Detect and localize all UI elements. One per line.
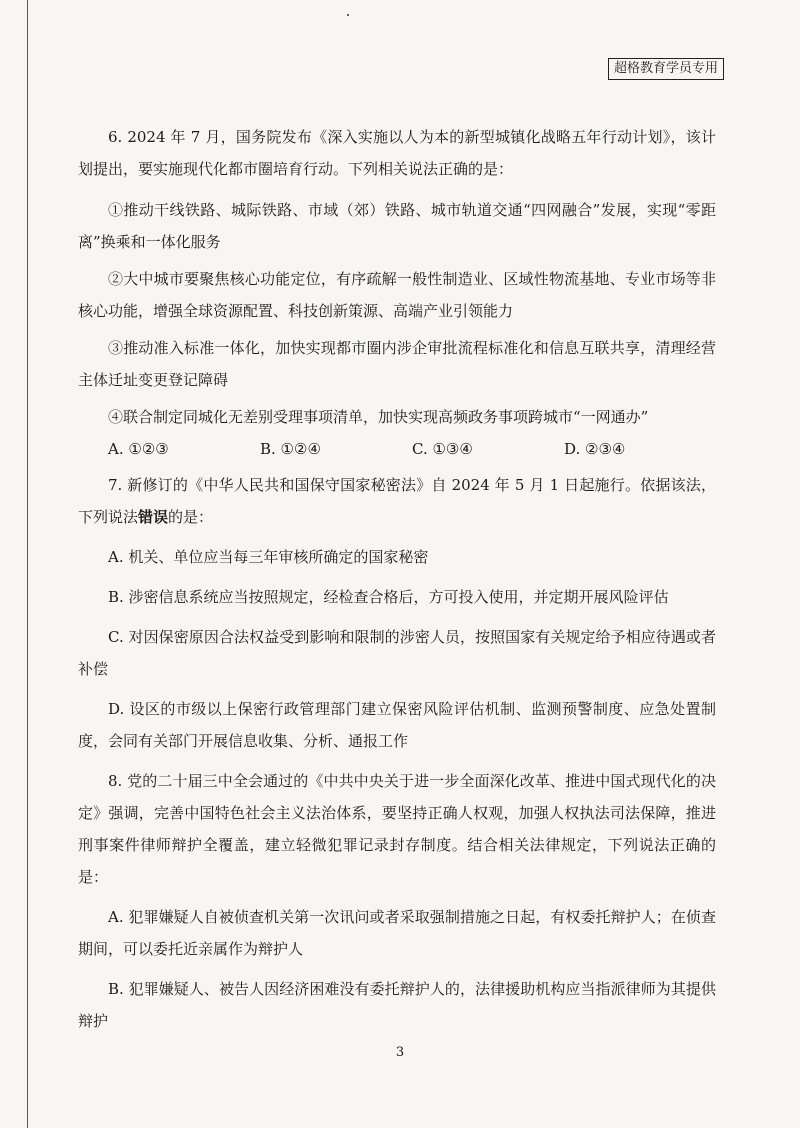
q8-option-b: B. 犯罪嫌疑人、被告人因经济困难没有委托辩护人的，法律援助机构应当指派律师为其提供辩护 [78,980,716,1030]
q6-choice-d: D. ②③④ [564,440,626,458]
header-badge: 超格教育学员专用 [608,58,724,80]
q7-stem [78,469,716,533]
q7-stem-text: 7. 新修订的《中华人民共和国保守国家秘密法》自 2024 年 5 月 1 日起施行。依据该法，下列说法 [78,476,716,526]
binding-margin-line [27,0,28,1128]
q6-choice-a: A. ①②③ [108,440,169,458]
q6-choice-c: C. ①③④ [412,440,473,458]
scan-speck [347,14,349,16]
q7-option-d: D. 设区的市级以上保密行政管理部门建立保密风险评估机制、监测预警制度、应急处置制度，会同有关部门开展信息收集、分析、通报工作 [78,700,716,750]
q8-stem: 8. 党的二十届三中全会通过的《中共中央关于进一步全面深化改革、推进中国式现代化的决定》强调，完善中国特色社会主义法治体系，要坚持正确人权观，加强人权执法司法保障，推进刑事案件律师辩护全覆盖，建立轻微犯罪记录封存制度。结合相关法律规定，下列说法正确的是： [78,772,716,886]
q7-option-a: A. 机关、单位应当每三年审核所确定的国家秘密 [108,548,429,566]
q6-choices [78,433,716,465]
q6-statement-1: ①推动干线铁路、城际铁路、市域（郊）铁路、城市轨道交通“四网融合”发展，实现“零距离”换乘和一体化服务 [78,201,716,251]
q6-statement-3: ③推动准入标准一体化，加快实现都市圈内涉企审批流程标准化和信息互联共享，清理经营主体迁址变更登记障碍 [78,339,716,389]
q8-option-a: A. 犯罪嫌疑人自被侦查机关第一次讯问或者采取强制措施之日起，有权委托辩护人；在侦查期间，可以委托近亲属作为辩护人 [78,908,716,958]
q6-stem: 6. 2024 年 7 月，国务院发布《深入实施以人为本的新型城镇化战略五年行动计划》，该计划提出，要实施现代化都市圈培育行动。下列相关说法正确的是： [78,128,716,178]
q6-statement-2: ②大中城市要聚焦核心功能定位，有序疏解一般性制造业、区域性物流基地、专业市场等非核心功能，增强全球资源配置、科技创新策源、高端产业引领能力 [78,270,716,320]
q6-statement-4: ④联合制定同城化无差别受理事项清单，加快实现高频政务事项跨城市“一网通办” [108,408,649,426]
page-number: 3 [395,1045,405,1060]
question-content [78,121,716,1037]
q7-stem-emphasis: 错误 [138,508,169,526]
q7-stem-end: 的是： [168,508,214,526]
q7-option-c: C. 对因保密原因合法权益受到影响和限制的涉密人员，按照国家有关规定给予相应待遇或者补偿 [78,628,716,678]
q6-choice-b: B. ①②④ [260,440,321,458]
q7-option-b: B. 涉密信息系统应当按照规定，经检查合格后，方可投入使用，并定期开展风险评估 [108,588,669,606]
